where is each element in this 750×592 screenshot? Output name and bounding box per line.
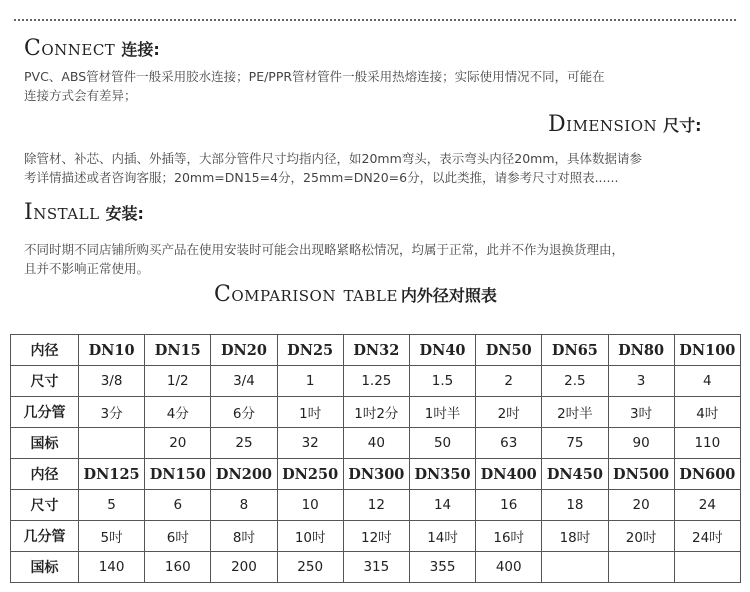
nominal-diameter-cell: DN50 xyxy=(476,335,542,366)
table-cell: 25 xyxy=(211,428,277,459)
table-cell: 6分 xyxy=(211,397,277,428)
table-cell: 110 xyxy=(674,428,740,459)
table-cell: 16 xyxy=(476,490,542,521)
dimension-heading-zh: 尺寸 xyxy=(663,116,696,135)
nominal-diameter-cell: DN500 xyxy=(608,459,674,490)
table-cell: 5吋 xyxy=(79,521,145,552)
table-cell: 1吋 xyxy=(277,397,343,428)
comparison-table-body xyxy=(11,335,741,583)
nominal-diameter-cell: DN450 xyxy=(542,459,608,490)
dimension-heading-en: Dimension xyxy=(548,112,658,137)
connect-line-1: PVC、ABS管材管件一般采用胶水连接；PE/PPR管材管件一般采用热熔连接；实际使用情况不同，可能在 xyxy=(24,69,605,84)
nominal-diameter-cell: DN15 xyxy=(145,335,211,366)
install-heading-zh: 安装 xyxy=(105,204,138,223)
table-cell: 8吋 xyxy=(211,521,277,552)
table-cell: 3 xyxy=(608,366,674,397)
install-line-2: 且并不影响正常使用。 xyxy=(24,261,150,276)
row-label-cell: 尺寸 xyxy=(11,490,79,521)
table-cell: 250 xyxy=(277,552,343,583)
table-cell: 10 xyxy=(277,490,343,521)
table-cell: 24 xyxy=(674,490,740,521)
dimension-line-1: 除管材、补芯、内插、外插等，大部分管件尺寸均指内径，如20mm弯头，表示弯头内径20mm，具体数据请参 xyxy=(24,151,643,166)
table-cell: 160 xyxy=(145,552,211,583)
table-cell: 2.5 xyxy=(542,366,608,397)
table-cell: 2 xyxy=(476,366,542,397)
table-cell: 1.25 xyxy=(343,366,409,397)
table-cell: 32 xyxy=(277,428,343,459)
table-row xyxy=(11,335,741,366)
table-row xyxy=(11,521,741,552)
dimension-paragraph xyxy=(24,149,740,187)
table-cell: 1吋2分 xyxy=(343,397,409,428)
table-cell: 2吋 xyxy=(476,397,542,428)
nominal-diameter-cell: DN100 xyxy=(674,335,740,366)
nominal-diameter-cell: DN150 xyxy=(145,459,211,490)
table-row xyxy=(11,459,741,490)
table-cell: 1 xyxy=(277,366,343,397)
dimension-heading xyxy=(548,114,702,136)
top-dotted-divider xyxy=(14,19,736,21)
nominal-diameter-cell: DN10 xyxy=(79,335,145,366)
table-cell: 4 xyxy=(674,366,740,397)
table-cell: 40 xyxy=(343,428,409,459)
connect-line-2: 连接方式会有差异； xyxy=(24,88,137,103)
table-cell: 400 xyxy=(476,552,542,583)
table-cell: 16吋 xyxy=(476,521,542,552)
table-cell: 3吋 xyxy=(608,397,674,428)
table-cell: 5 xyxy=(79,490,145,521)
table-cell: 12吋 xyxy=(343,521,409,552)
nominal-diameter-cell: DN125 xyxy=(79,459,145,490)
nominal-diameter-cell: DN350 xyxy=(409,459,475,490)
table-cell: 3/4 xyxy=(211,366,277,397)
nominal-diameter-cell: DN40 xyxy=(409,335,475,366)
table-cell: 75 xyxy=(542,428,608,459)
table-cell xyxy=(674,552,740,583)
table-cell: 2吋半 xyxy=(542,397,608,428)
nominal-diameter-cell: DN400 xyxy=(476,459,542,490)
connect-heading xyxy=(24,38,160,60)
row-label-cell: 国标 xyxy=(11,428,79,459)
nominal-diameter-cell: DN32 xyxy=(343,335,409,366)
table-cell: 4吋 xyxy=(674,397,740,428)
table-cell: 20 xyxy=(145,428,211,459)
comparison-heading xyxy=(214,284,497,306)
install-heading-colon: : xyxy=(137,204,144,223)
table-row xyxy=(11,428,741,459)
comparison-heading-zh: 内外径对照表 xyxy=(400,286,497,305)
dimension-line-2: 考详情描述或者咨询客服；20mm=DN15=4分，25mm=DN20=6分，以此类推，请参考尺寸对照表...... xyxy=(24,170,619,185)
table-cell: 12 xyxy=(343,490,409,521)
nominal-diameter-cell: DN600 xyxy=(674,459,740,490)
connect-heading-en: Connect xyxy=(24,36,116,61)
table-cell: 200 xyxy=(211,552,277,583)
row-label-cell: 内径 xyxy=(11,459,79,490)
table-cell: 10吋 xyxy=(277,521,343,552)
table-cell: 90 xyxy=(608,428,674,459)
table-cell: 24吋 xyxy=(674,521,740,552)
table-cell: 1.5 xyxy=(409,366,475,397)
connect-paragraph xyxy=(24,67,740,105)
row-label-cell: 几分管 xyxy=(11,397,79,428)
table-cell: 355 xyxy=(409,552,475,583)
nominal-diameter-cell: DN80 xyxy=(608,335,674,366)
row-label-cell: 内径 xyxy=(11,335,79,366)
table-cell: 63 xyxy=(476,428,542,459)
table-cell: 6吋 xyxy=(145,521,211,552)
table-cell: 3/8 xyxy=(79,366,145,397)
table-cell xyxy=(79,428,145,459)
table-cell: 14吋 xyxy=(409,521,475,552)
nominal-diameter-cell: DN300 xyxy=(343,459,409,490)
row-label-cell: 几分管 xyxy=(11,521,79,552)
connect-heading-colon: : xyxy=(153,40,160,59)
table-cell: 18吋 xyxy=(542,521,608,552)
table-cell: 20吋 xyxy=(608,521,674,552)
install-heading xyxy=(24,202,144,224)
table-cell: 4分 xyxy=(145,397,211,428)
nominal-diameter-cell: DN250 xyxy=(277,459,343,490)
row-label-cell: 国标 xyxy=(11,552,79,583)
nominal-diameter-cell: DN65 xyxy=(542,335,608,366)
table-cell: 3分 xyxy=(79,397,145,428)
nominal-diameter-cell: DN20 xyxy=(211,335,277,366)
table-row xyxy=(11,490,741,521)
table-cell xyxy=(608,552,674,583)
table-row xyxy=(11,552,741,583)
table-cell: 140 xyxy=(79,552,145,583)
table-cell: 8 xyxy=(211,490,277,521)
comparison-heading-en: Comparison table xyxy=(214,282,398,307)
nominal-diameter-cell: DN200 xyxy=(211,459,277,490)
table-cell: 18 xyxy=(542,490,608,521)
row-label-cell: 尺寸 xyxy=(11,366,79,397)
table-cell xyxy=(542,552,608,583)
table-cell: 315 xyxy=(343,552,409,583)
table-cell: 1吋半 xyxy=(409,397,475,428)
table-cell: 1/2 xyxy=(145,366,211,397)
table-row xyxy=(11,366,741,397)
table-row xyxy=(11,397,741,428)
table-cell: 20 xyxy=(608,490,674,521)
connect-heading-zh: 连接 xyxy=(121,40,154,59)
comparison-table xyxy=(10,334,741,583)
table-cell: 50 xyxy=(409,428,475,459)
table-cell: 6 xyxy=(145,490,211,521)
table-cell: 14 xyxy=(409,490,475,521)
install-paragraph xyxy=(24,240,740,278)
dimension-heading-colon: : xyxy=(695,116,702,135)
nominal-diameter-cell: DN25 xyxy=(277,335,343,366)
install-line-1: 不同时期不同店铺所购买产品在使用安装时可能会出现略紧略松情况，均属于正常，此并不作为退换货理由， xyxy=(24,242,625,257)
install-heading-en: Install xyxy=(24,200,100,225)
